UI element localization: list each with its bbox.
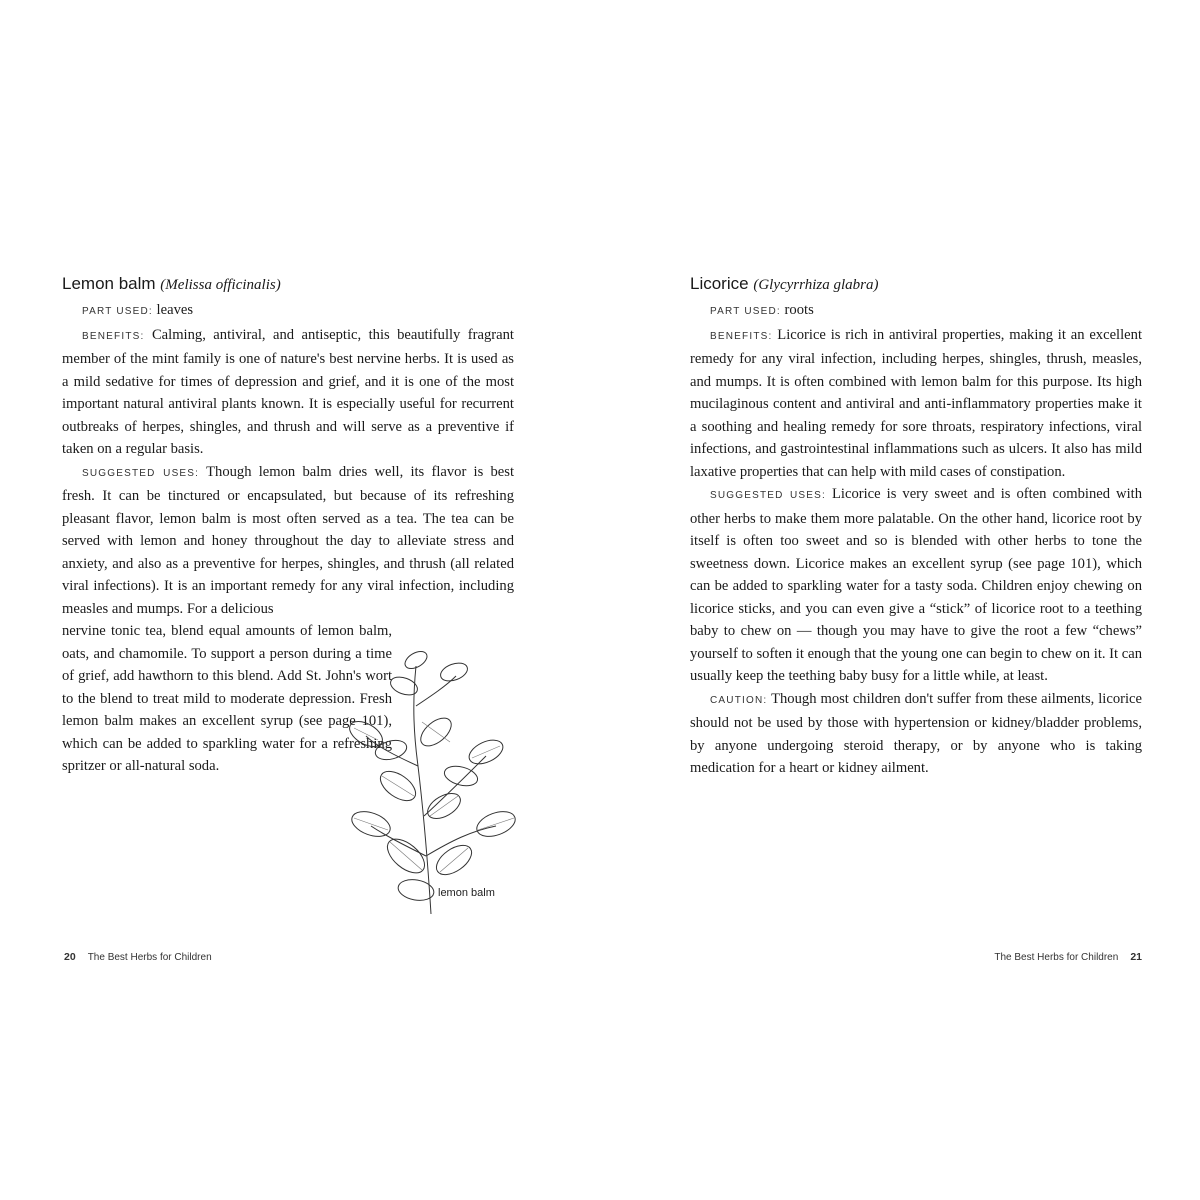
right-page [600,0,1200,1200]
part-used [62,299,514,324]
suggested-uses-text: Licorice is very sweet and is often combined with other herbs to make them more palatable. On the other hand, licorice root by itself is often too sweet and so is blended with other herbs to tone the sweetness down. Licorice makes an excellent syrup (see page 101), which can be added to sparkling water for a tasty soda. Children enjoy chewing on licorice sticks, and you can even give a “stick” of licorice root to a teething baby to chew on — though you may have to give the root a few “chews” yourself to soften it enough that the young one can begin to chew on it. It can usually keep the teething baby busy for a little while, at least. [690,486,1142,684]
suggested-uses-label: SUGGESTED USES: [710,490,826,501]
part-used-text: roots [780,302,814,318]
running-head: The Best Herbs for Children [994,952,1119,963]
caution-text: Though most children don't suffer from these ailments, licorice should not be used by those with hypertension or kidney/bladder problems, by anyone undergoing steroid therapy, or by anyone who is taking medication for a heart or kidney ailment. [690,690,1142,776]
suggested-uses-continued: nervine tonic tea, blend equal amounts of lemon balm, oats, and chamomile. To support a person during a time of grief, add hawthorn to this blend. Add St. John's wort to the blend to treat mild to moderate depression. Fresh lemon balm makes an excellent syrup (see page 101), which can be added to sparkling water for a refreshing spritzer or all-natural soda. [62,623,392,774]
suggested-uses [690,483,1142,688]
lemon-balm-illustration [336,646,526,916]
part-used-text: leaves [152,302,194,318]
herb-common-name: Lemon balm [62,274,156,293]
herb-title [62,272,514,297]
benefits [690,324,1142,484]
page-number: 20 [64,951,76,963]
part-used-label: PART USED: [710,306,781,317]
part-used [690,299,1142,324]
suggested-uses-label: SUGGESTED USES: [82,467,200,479]
right-footer [994,951,1142,963]
benefits-text: Calming, antiviral, and antiseptic, this beautifully fragrant member of the mint family is one of nature's best nervine herbs. It is used as a mild sedative for times of depression and grief, and it is one of the most important natural antiviral plants known. It is especially useful for recurrent outbreaks of herpes, shingles, and thrush and will serve as a preventive if taken on a regular basis. [62,326,514,457]
part-used-label: PART USED: [82,306,153,317]
page-number: 21 [1130,951,1142,963]
left-footer [64,951,212,963]
suggested-uses-text: Though lemon balm dries well, its flavor is best fresh. It can be tinctured or encapsulated, but because of its refreshing pleasant flavor, lemon balm is most often served as a tea. The tea can be served with lemon and honey throughout the day to alleviate stress and anxiety, and also as a preventive for herpes, shingles, and thrush (all related viral infections). It is an important remedy for any viral infection, including measles and mumps. For a delicious [62,463,514,617]
herb-latin-name: (Melissa officinalis) [160,277,281,293]
suggested-uses [62,461,514,621]
benefits [62,324,514,461]
running-head: The Best Herbs for Children [87,952,212,963]
benefits-label: BENEFITS: [82,330,145,342]
licorice-entry [690,272,1142,780]
illustration-caption: lemon balm [438,887,495,899]
benefits-label: BENEFITS: [710,330,773,342]
benefits-text: Licorice is rich in antiviral properties, making it an excellent remedy for any viral infection, including herpes, shingles, thrush, measles, and mumps. It is often combined with lemon balm for this purpose. Its high mucilaginous content and antiviral and anti-inflammatory properties make it a soothing and healing remedy for sore throats, respiratory infections, viral infections, and gastrointestinal inflammations such as ulcers. It also has mild laxative properties that can help with mild cases of constipation. [690,326,1142,480]
herb-latin-name: (Glycyrrhiza glabra) [753,277,879,293]
caution [690,688,1142,780]
caution-label: CAUTION: [710,694,768,706]
herb-title [690,272,1142,297]
herb-common-name: Licorice [690,274,749,293]
